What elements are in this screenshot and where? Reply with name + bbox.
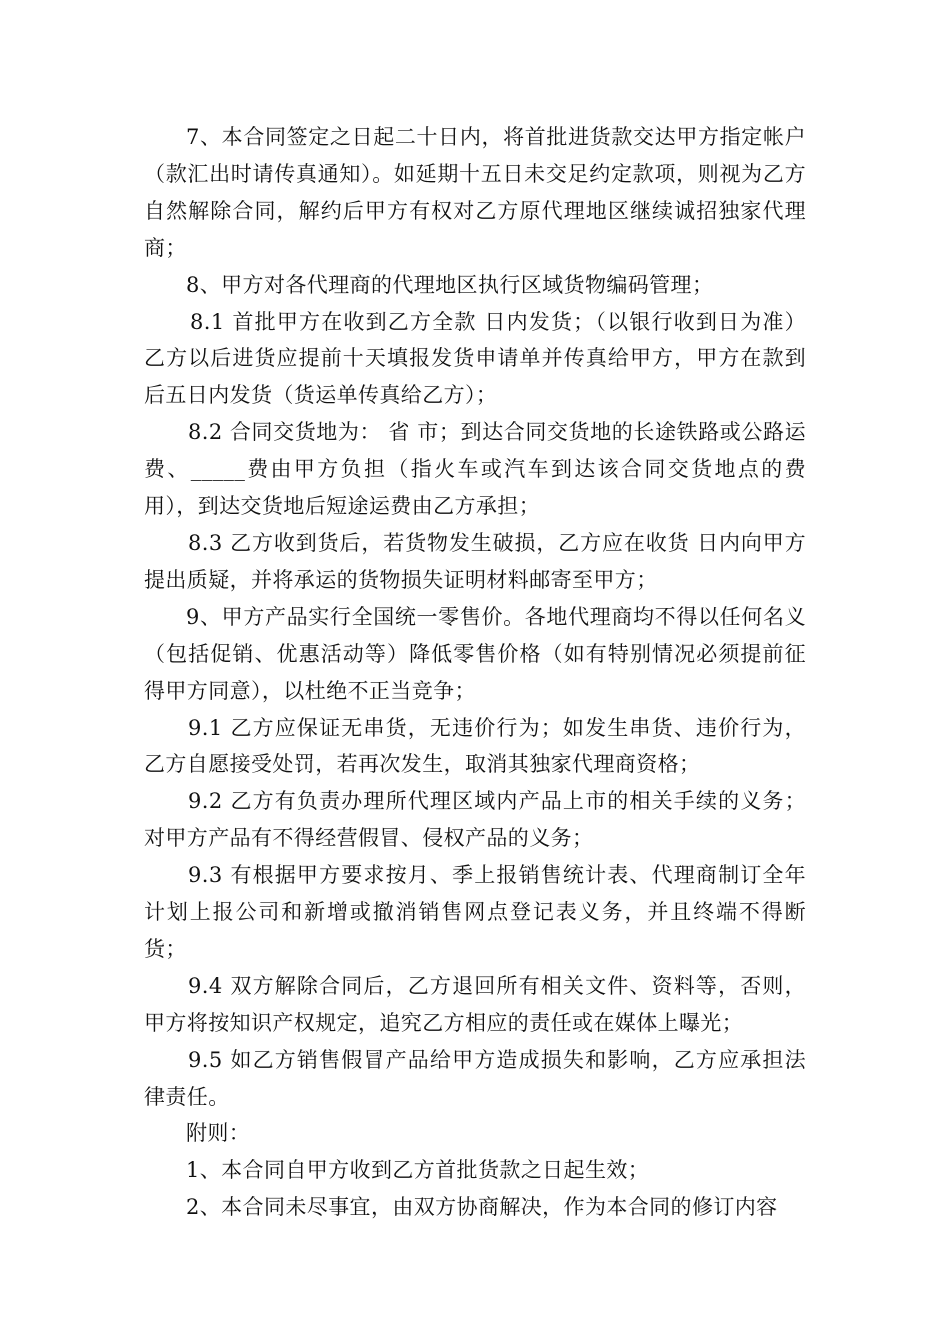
clause-9-4: 9.4 双方解除合同后，乙方退回所有相关文件、资料等，否则，甲方将按知识产权规定，追究乙方相应的责任或在媒体上曝光； xyxy=(144,973,806,1035)
clause-8-1: 8.1 首批甲方在收到乙方全款 日内发货；（以银行收到日为准）乙方以后进货应提前十天填报发货申请单并传真给甲方，甲方在款到后五日内发货（货运单传真给乙方）； xyxy=(144,309,806,408)
clause-9-2: 9.2 乙方有负责办理所代理区域内产品上市的相关手续的义务；对甲方产品有不得经营假冒、侵权产品的义务； xyxy=(144,789,806,851)
clause-8-2: 8.2 合同交货地为： 省 市；到达合同交货地的长途铁路或公路运费、_____费由甲方负担（指火车或汽车到达该合同交货地点的费用），到达交货地后短途运费由乙方承担； xyxy=(144,420,806,519)
clause-9-5: 9.5 如乙方销售假冒产品给甲方造成损失和影响，乙方应承担法律责任。 xyxy=(144,1047,806,1109)
clause-8-3: 8.3 乙方收到货后，若货物发生破损，乙方应在收货 日内向甲方提出质疑，并将承运的货物损失证明材料邮寄至甲方； xyxy=(144,530,806,592)
appendix-item-2: 2、本合同未尽事宜，由双方协商解决，作为本合同的修订内容 xyxy=(186,1195,778,1220)
clause-8: 8、甲方对各代理商的代理地区执行区域货物编码管理； xyxy=(186,272,714,297)
clause-9-3: 9.3 有根据甲方要求按月、季上报销售统计表、代理商制订全年计划上报公司和新增或撤消销售网点登记表义务，并且终端不得断货； xyxy=(144,863,806,961)
clause-9: 9、甲方产品实行全国统一零售价。各地代理商均不得以任何名义（包括促销、优惠活动等）降低零售价格（如有特别情况必须提前征得甲方同意），以杜绝不正当竞争； xyxy=(144,604,806,703)
document-page xyxy=(144,119,806,1226)
clause-9-1: 9.1 乙方应保证无串货，无违价行为；如发生串货、违价行为，乙方自愿接受处罚，若再次发生，取消其独家代理商资格； xyxy=(144,715,806,777)
appendix-heading: 附则： xyxy=(186,1121,251,1146)
clause-7: 7、本合同签定之日起二十日内，将首批进货款交达甲方指定帐户（款汇出时请传真通知）。如延期十五日未交足约定款项，则视为乙方自然解除合同，解约后甲方有权对乙方原代理地区继续诚招独家代理商； xyxy=(144,125,806,260)
appendix-item-1: 1、本合同自甲方收到乙方首批货款之日起生效； xyxy=(186,1158,650,1183)
